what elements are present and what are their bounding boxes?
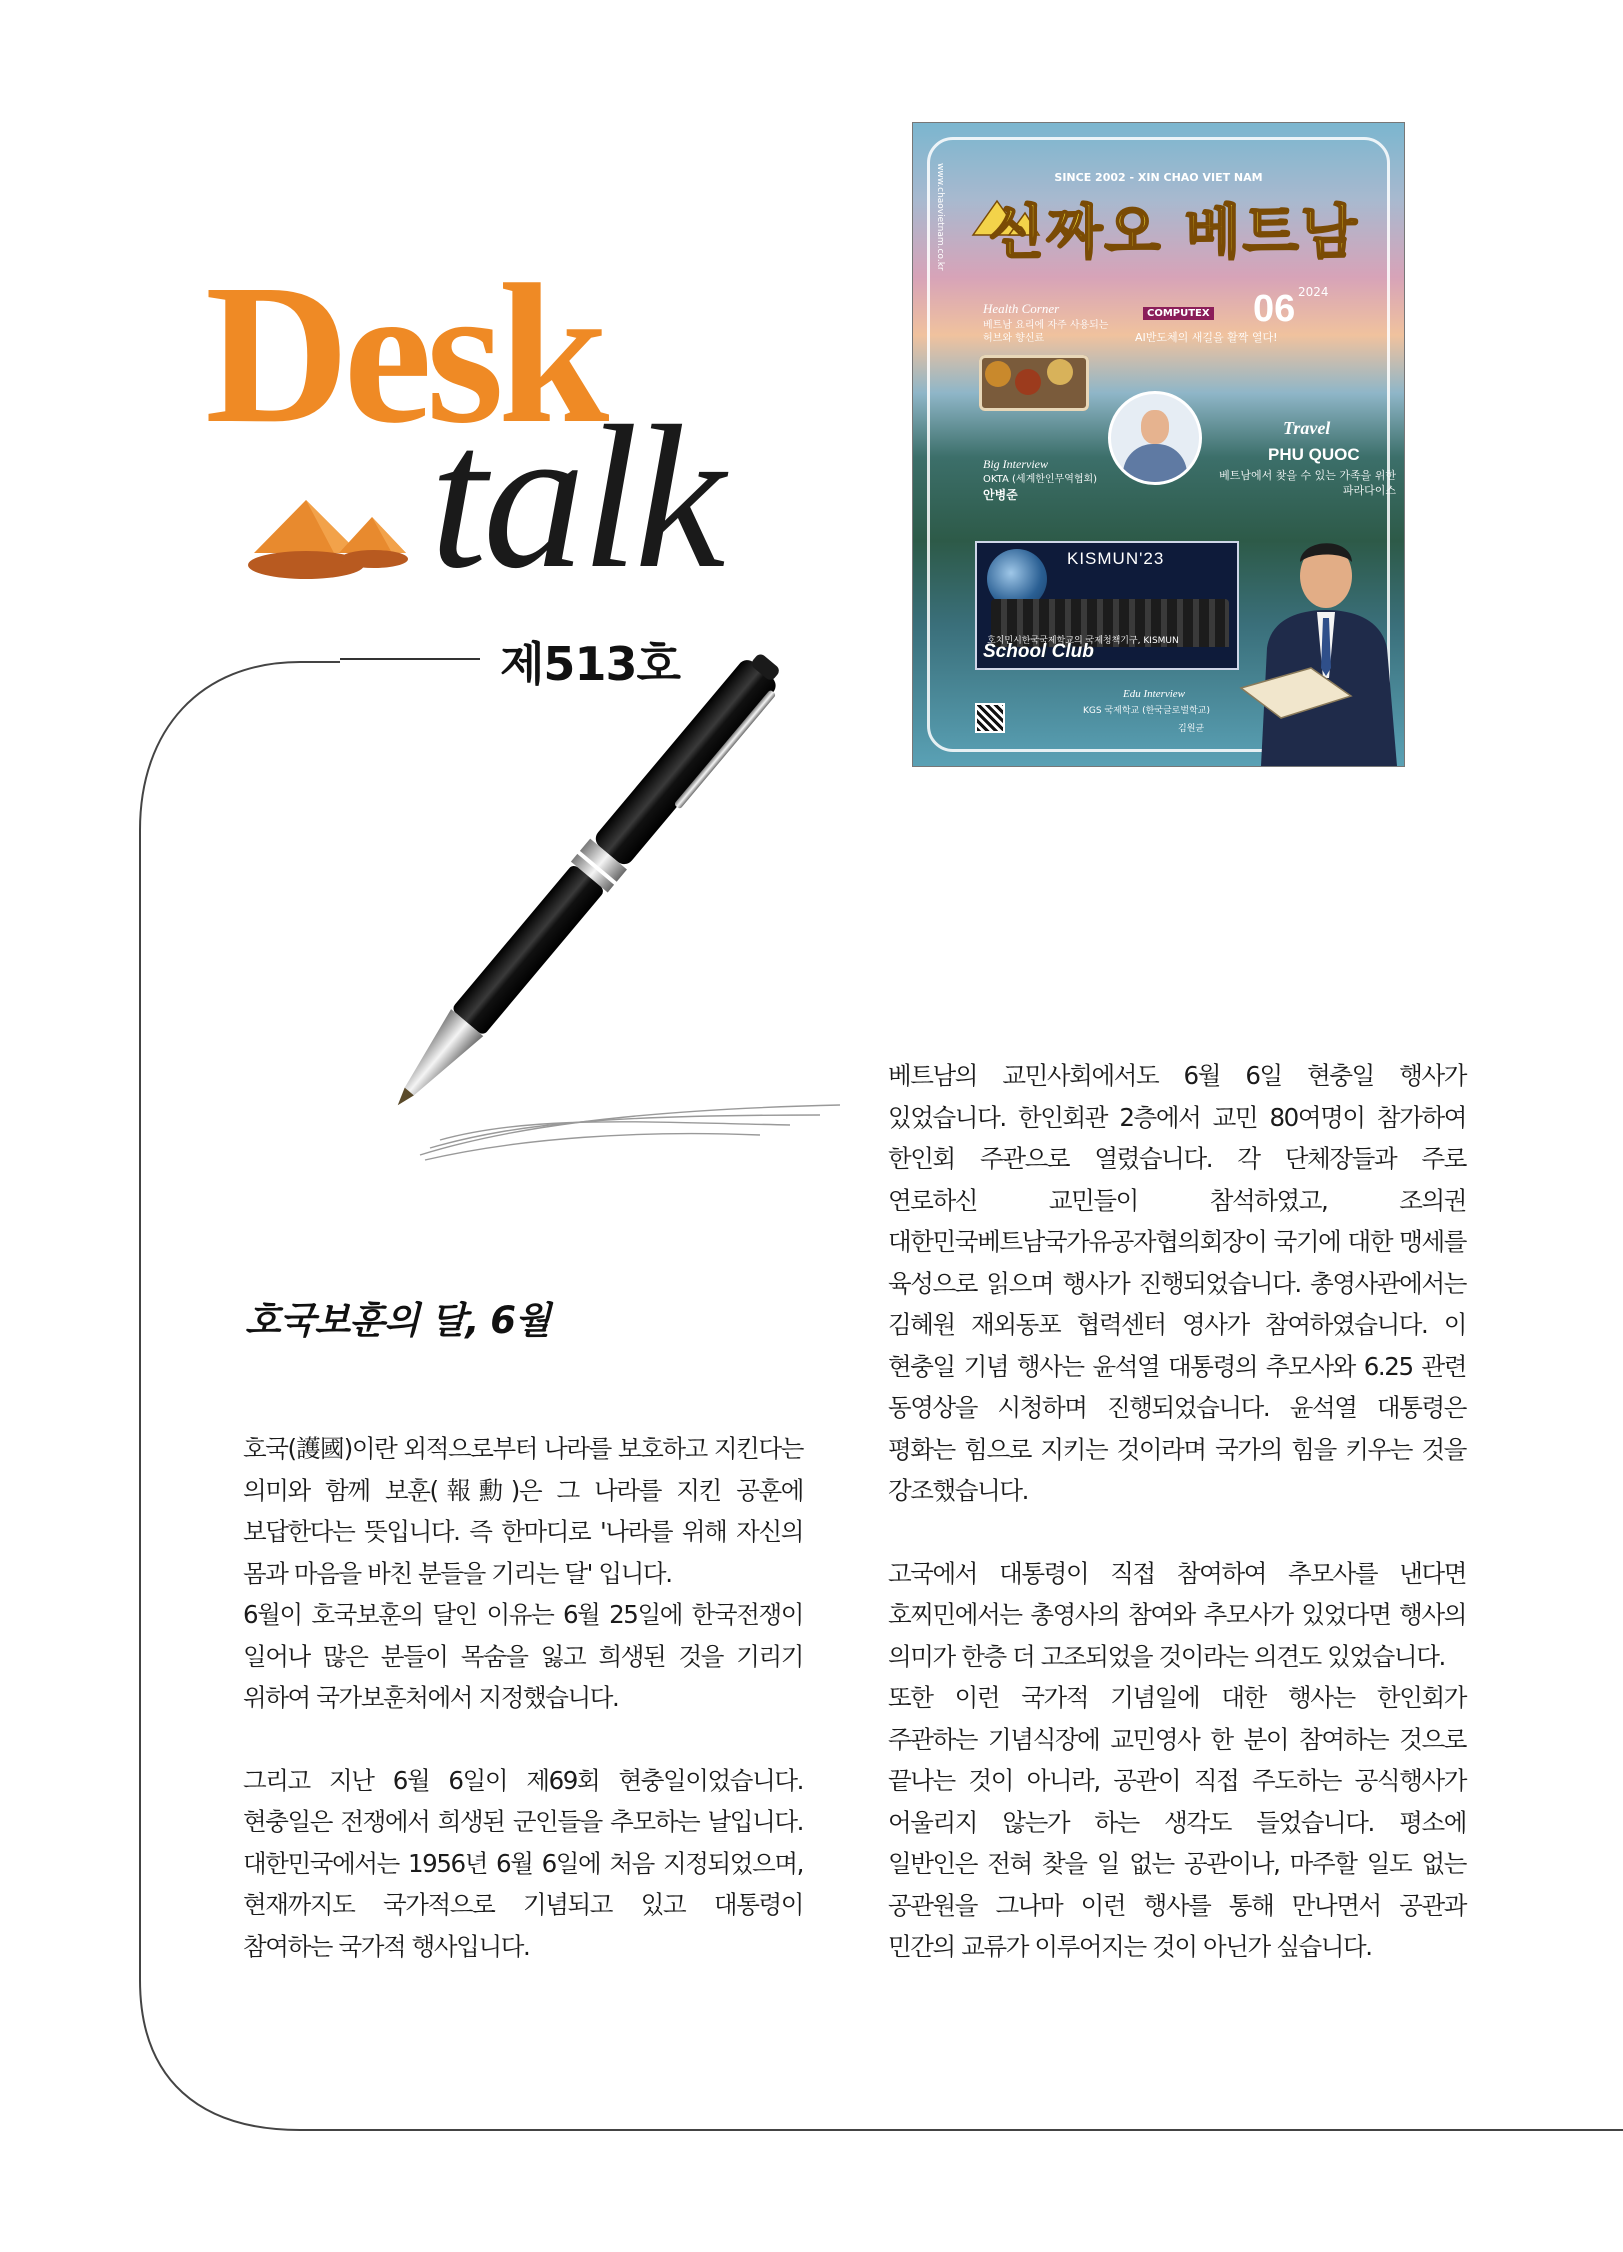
edu-interview-title: Edu Interview [1123, 688, 1186, 700]
travel-title: Travel [1283, 418, 1331, 438]
desk-title: Desk [205, 244, 604, 465]
cover-since: SINCE 2002 - XIN CHAO VIET NAM [1054, 171, 1263, 184]
big-interview-org: OKTA (세계한인무역협회) [983, 474, 1098, 485]
pyramid-logo-icon [244, 495, 414, 595]
talk-title: talk [430, 384, 722, 611]
edu-interview-name: 김원균 [1178, 724, 1205, 734]
pen-illustration [320, 610, 860, 1170]
paragraph: 고국에서 대통령이 직접 참여하여 추모사를 낸다면 호찌민에서는 총영사의 참여와 추모사가 있었다면 행사의 의미가 한층 더 고조되었을 것이라는 의견도 있었습니다. [888, 1558, 1466, 1671]
paragraph: 베트남의 교민사회에서도 6월 6일 현충일 행사가 있었습니다. 한인회관 2층에서 교민 80여명이 참가하여 한인회 주관으로 열렸습니다. 각 단체장들과 주로 연로하신 교민들이 참석하였고, 조의권 대한민국베트남국가유공자협의회장이 국기에 대한 맹세를 육성으로 읽으며 행사가 진행되었습니다. 총영사관에서는 김혜원 재외동포 협력센터 영사가 참여하였습니다. 이 현충일 기념 행사는 윤석열 대통령의 추모사와 6.25 관련 동영상을 시청하며 진행되었습니다. 윤석열 대통령은 평화는 힘으로 지키는 것이라며 국가의 힘을 키우는 것을 강조했습니다. [888, 1061, 1466, 1505]
paragraph-gap [243, 1719, 803, 1760]
paragraph: 호국(護國)이란 외적으로부터 나라를 보호하고 지킨다는 의미와 함께 보훈(報勳)은 그 나라를 지킨 공훈에 보답한다는 뜻입니다. 즉 한마디로 '나라를 위해 자신의 몸과 마음을 바친 분들을 기리는 달' 입니다. [243, 1434, 803, 1588]
paragraph-gap [888, 1512, 1466, 1553]
travel-place: PHU QUOC [1268, 445, 1360, 464]
cover-spine-text: www.chaovietnam.co.kr [935, 163, 945, 271]
cover-title: 신짜오 베트남 [988, 198, 1359, 266]
big-interview-name: 안병준 [983, 487, 1018, 502]
paragraph: 또한 이런 국가적 기념일에 대한 행사는 한인회가 주관하는 기념식장에 교민영사 한 분이 참여하는 것으로 끝나는 것이 아니라, 공관이 직접 주도하는 공식행사가 어울리지 않는가 하는 생각도 들었습니다. 평소에 일반인은 전혀 찾을 일 없는 공관이나, 마주할 일도 없는 공관원을 그나마 이런 행사를 통해 만나면서 공관과 민간의 교류가 이루어지는 것이 아닌가 싶습니다. [888, 1683, 1466, 1961]
issue-number: 제513호 [500, 637, 680, 691]
spices-photo [979, 355, 1089, 411]
kismun-caption: 호치민시한국국제학교의 국제청책기구, KISMUN [987, 636, 1179, 646]
big-interview-text [983, 473, 1123, 503]
health-corner-text: 베트남 요리에 자주 사용되는 허브와 향신료 [983, 320, 1109, 344]
article-heading: 호국보훈의 달, 6월 [245, 1299, 550, 1342]
qr-code-icon [975, 703, 1005, 733]
kismun-title: KISMUN'23 [1067, 549, 1165, 568]
big-interview-title: Big Interview [983, 457, 1048, 471]
travel-text: 베트남에서 찾을 수 있는 가족을 위한 파라다이스 [1219, 469, 1396, 497]
cover-issue-year: 2024 [1298, 285, 1329, 299]
computex-badge: COMPUTEX [1143, 307, 1214, 320]
article-left-column [243, 1428, 803, 1967]
interviewee-portrait [1108, 391, 1202, 485]
school-club-label: School Club [983, 641, 1094, 662]
paragraph: 그리고 지난 6월 6일이 제69회 현충일이었습니다. 현충일은 전쟁에서 희생된 군인들을 추모하는 날입니다. 대한민국에서는 1956년 6월 6일에 처음 지정되었으며, 현재까지도 국가적으로 기념되고 있고 대통령이 참여하는 국가적 행사입니다. [243, 1765, 803, 1961]
cover-issue-month: 06 [1253, 288, 1296, 330]
computex-text: AI반도체의 새길을 활짝 열다! [1135, 331, 1278, 344]
article-right-column [888, 1055, 1466, 1968]
paragraph: 6월이 호국보훈의 달인 이유는 6월 25일에 한국전쟁이 일어나 많은 분들이 목숨을 잃고 희생된 것을 기리기 위하여 국가보훈처에서 지정했습니다. [243, 1600, 803, 1712]
cover-man-photo [1231, 518, 1401, 766]
health-corner-title: Health Corner [983, 301, 1060, 316]
edu-interview-text: KGS 국제학교 (한국글로벌학교) [1083, 706, 1210, 716]
magazine-cover [913, 123, 1404, 766]
